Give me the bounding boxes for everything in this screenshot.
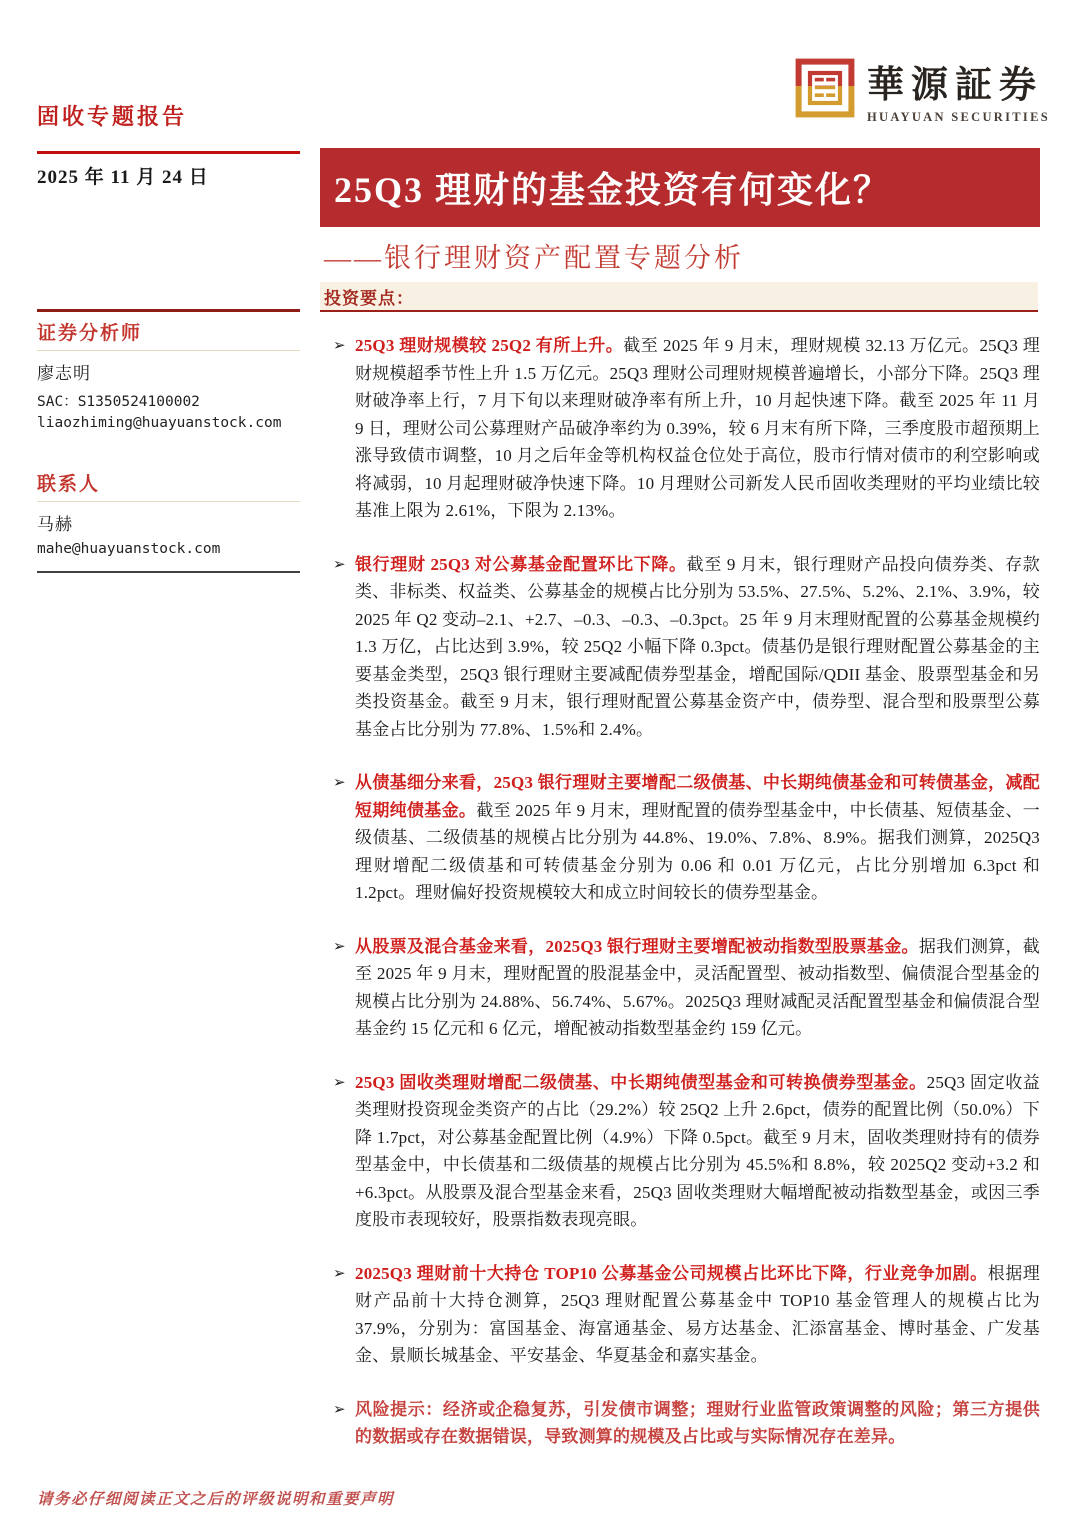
bullet-item-scale bbox=[320, 332, 1040, 525]
bullet-lead: 2025Q3 理财前十大持仓 TOP10 公募基金公司规模占比环比下降，行业竞争加剧。 bbox=[355, 1263, 988, 1283]
analyst-sac-number: SAC：S1350524100002 bbox=[37, 394, 200, 410]
analyst-name: 廖志明 bbox=[37, 364, 91, 383]
sidebar bbox=[37, 318, 300, 561]
brand-seal-icon bbox=[795, 58, 855, 118]
brand-text bbox=[867, 58, 1050, 125]
bullet-text bbox=[355, 332, 1040, 525]
contact-name: 马赫 bbox=[37, 515, 73, 534]
bullet-item-bond-funds bbox=[320, 769, 1040, 907]
analyst-section-label: 证券分析师 bbox=[37, 318, 300, 351]
bullet-arrow-icon: ➢ bbox=[333, 554, 346, 573]
keypoints-bullet-list bbox=[320, 332, 1040, 1477]
bullet-arrow-icon: ➢ bbox=[333, 1399, 346, 1418]
bullet-lead: 25Q3 固收类理财增配二级债基、中长期纯债型基金和可转换债券型基金。 bbox=[355, 1072, 927, 1092]
bullet-item-fixed-income bbox=[320, 1069, 1040, 1234]
bullet-text bbox=[355, 933, 1040, 1043]
bullet-lead: 银行理财 25Q3 对公募基金配置环比下降。 bbox=[355, 554, 687, 574]
report-subtitle: ——银行理财资产配置专题分析 bbox=[324, 243, 744, 273]
bullet-body: 截至 9 月末，银行理财产品投向债券类、存款类、非标类、权益类、公募基金的规模占比分别为 53.5%、27.5%、5.2%、2.1%、3.9%，较 2025 年 Q2 变动–2.1、+2.7、–0.3、–0.3、–0.3pct。25 年 9 月末理财配置的公募基金规模约 1.3 万亿，占比达到 3.9%，较 25Q2 小幅下降 0.3pct。债基仍是银行理财配置公募基金的主要基金类型，25Q3 银行理财主要减配债券型基金，增配国际/QDII 基金、股票型基金和另类投资基金。截至 9 月末，银行理财配置公募基金资产中，债券型、混合型和股票型公募基金占比分别为 77.8%、1.5%和 2.4%。 bbox=[355, 554, 1041, 739]
bullet-body: 25Q3 固定收益类理财投资现金类资产的占比（29.2%）较 25Q2 上升 2.6pct，债券的配置比例（50.0%）下降 1.7pct，对公募基金配置比例（4.9%）下降 0.5pct。截至 9 月末，固收类理财持有的债券型基金中，中长债基和二级债基的规模占比分别为 45.5%和 8.8%，较 2025Q2 变动+3.2 和+6.3pct。从股票及混合型基金来看，25Q3 固收类理财大幅增配被动指数型基金，或因三季度股市表现较好，股票指数表现亮眼。 bbox=[355, 1072, 1040, 1229]
analyst-email: liaozhiming@huayuanstock.com bbox=[37, 415, 282, 431]
bullet-arrow-icon: ➢ bbox=[333, 773, 346, 791]
keypoints-label: 投资要点： bbox=[324, 288, 414, 308]
bullet-text bbox=[355, 1396, 1040, 1451]
keypoints-strip bbox=[320, 282, 1038, 312]
bullet-lead: 25Q3 理财规模较 25Q2 有所上升。 bbox=[355, 336, 624, 355]
bullet-arrow-icon: ➢ bbox=[333, 1263, 346, 1282]
bullet-arrow-icon: ➢ bbox=[333, 936, 346, 955]
header-divider-rule bbox=[37, 151, 300, 154]
bullet-lead: 从债基细分来看，25Q3 银行理财主要增配二级债基、中长期纯债基金和可转债基金，减配短期纯债基金。 bbox=[355, 773, 1040, 820]
bullet-body: 根据理财产品前十大持仓测算，25Q3 理财配置公募基金中 TOP10 基金管理人的规模占比为 37.9%，分别为：富国基金、海富通基金、易方达基金、汇添富基金、博时基金、广发基金、景顺长城基金、平安基金、华夏基金和嘉实基金。 bbox=[355, 1263, 1040, 1365]
bullet-item-equity-funds bbox=[320, 933, 1040, 1043]
bullet-item-fund-allocation bbox=[320, 551, 1040, 744]
bullet-lead: 风险提示：经济或企稳复苏，引发债市调整；理财行业监管政策调整的风险；第三方提供的数据或存在数据错误，导致测算的规模及占比或与实际情况存在差异。 bbox=[355, 1399, 1040, 1446]
brand-logo bbox=[795, 58, 1050, 125]
contact-email: mahe@huayuanstock.com bbox=[37, 541, 221, 557]
bullet-arrow-icon: ➢ bbox=[333, 1072, 346, 1091]
report-date: 2025 年 11 月 24 日 bbox=[37, 167, 209, 188]
brand-name-en: HUAYUAN SECURITIES bbox=[867, 110, 1050, 124]
bullet-item-top10 bbox=[320, 1260, 1040, 1370]
bullet-item-risk-warning bbox=[320, 1396, 1040, 1451]
bullet-lead: 从股票及混合基金来看，2025Q3 银行理财主要增配被动指数型股票基金。 bbox=[355, 936, 919, 956]
report-type-label: 固收专题报告 bbox=[37, 104, 188, 129]
bullet-body: 截至 2025 年 9 月末，理财规模 32.13 万亿元。25Q3 理财规模超季节性上升 1.5 万亿元。25Q3 理财公司理财规模普遍增长，小部分下降。25Q3 理财破净率上行，7 月下旬以来理财破净率有所上升，10 月起快速下降。截至 2025 年 11 月 9 日，理财公司公募理财产品破净率约为 0.39%，较 6 月末有所下降，三季度股市超预期上涨导致债市调整，10 月之后年金等机构权益仓位处于高位，股市行情对债市的利空影响或将减弱，10 月起理财破净快速下降。10 月理财公司新发人民币固收类理财的平均业绩比较基准上限为 2.61%，下限为 2.13%。 bbox=[355, 336, 1041, 520]
bullet-text bbox=[355, 769, 1040, 907]
contact-section-label: 联系人 bbox=[37, 469, 300, 502]
title-banner bbox=[320, 148, 1040, 227]
bullet-arrow-icon: ➢ bbox=[333, 336, 346, 354]
report-title: 25Q3 理财的基金投资有何变化？ bbox=[334, 170, 892, 210]
footer-disclaimer: 请务必仔细阅读正文之后的评级说明和重要声明 bbox=[37, 1491, 395, 1508]
brand-name-cn: 華源証券 bbox=[867, 65, 1043, 106]
sidebar-top-rule bbox=[37, 309, 300, 312]
bullet-body: 据我们测算，截至 2025 年 9 月末，理财配置的股混基金中，灵活配置型、被动指数型、偏债混合型基金的规模占比分别为 24.88%、56.74%、5.67%。2025Q3 理财减配灵活配置型基金和偏债混合型基金约 15 亿元和 6 亿元，增配被动指数型基金约 159 亿元。 bbox=[355, 936, 1040, 1038]
sidebar-bottom-rule bbox=[37, 571, 300, 573]
bullet-text bbox=[355, 1260, 1040, 1370]
bullet-text bbox=[355, 551, 1040, 744]
bullet-text bbox=[355, 1069, 1040, 1234]
sidebar-spacer bbox=[37, 435, 300, 469]
bullet-body: 截至 2025 年 9 月末，理财配置的债券型基金中，中长债基、短债基金、一级债基、二级债基的规模占比分别为 44.8%、19.0%、7.8%、8.9%。据我们测算，2025Q3 理财增配二级债基和可转债基金分别为 0.06 和 0.01 万亿元，占比分别增加 6.3pct 和 1.2pct。理财偏好投资规模较大和成立时间较长的债券型基金。 bbox=[355, 800, 1040, 902]
